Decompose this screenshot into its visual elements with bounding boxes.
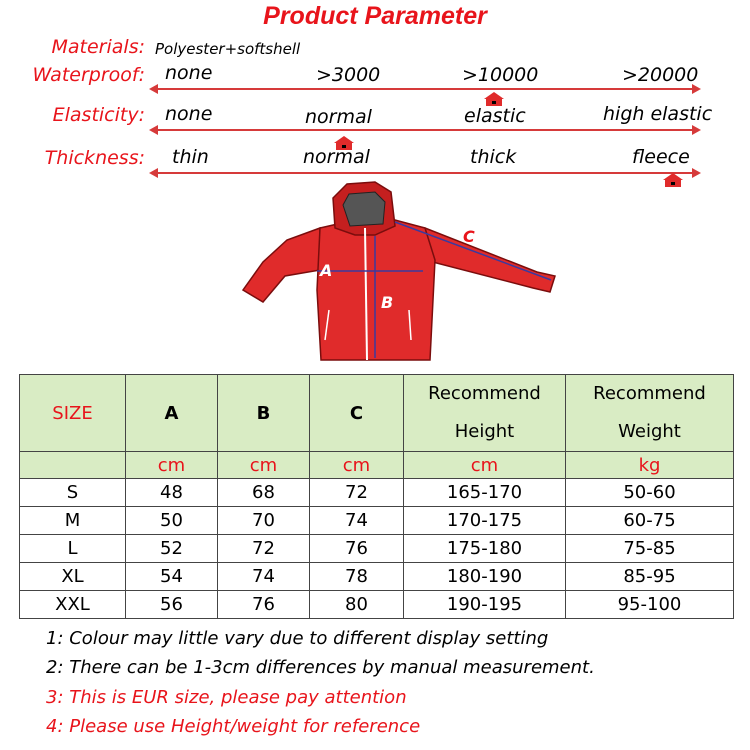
table-row xyxy=(20,507,734,535)
column-header-c: C xyxy=(310,375,404,452)
unit-cell: cm xyxy=(310,452,404,479)
note-4: 4: Please use Height/weight for reference xyxy=(46,716,421,737)
column-header-line: Recommend xyxy=(428,383,541,404)
column-header-line: Weight xyxy=(618,421,681,442)
size-table xyxy=(19,374,734,619)
table-cell: 70 xyxy=(218,507,310,535)
table-cell: 78 xyxy=(310,563,404,591)
note-1: 1: Colour may little vary due to different display setting xyxy=(46,628,549,649)
thickness-label: Thickness: xyxy=(44,147,145,169)
size-column-header: SIZE xyxy=(20,375,126,452)
elasticity-label: Elasticity: xyxy=(52,104,145,126)
thickness-level-3: fleece xyxy=(632,146,690,168)
thickness-selected-marker-icon xyxy=(662,172,684,188)
table-cell: 50 xyxy=(126,507,218,535)
jacket-measurement-diagram xyxy=(225,180,565,365)
size-cell: M xyxy=(20,507,126,535)
diagram-label-c: C xyxy=(463,227,475,246)
table-cell: 75-85 xyxy=(566,535,734,563)
unit-cell: cm xyxy=(404,452,566,479)
table-cell: 80 xyxy=(310,591,404,619)
elasticity-level-3: high elastic xyxy=(603,103,713,125)
waterproof-label: Waterproof: xyxy=(32,64,145,86)
table-cell: 76 xyxy=(310,535,404,563)
table-cell: 72 xyxy=(310,479,404,507)
thickness-level-2: thick xyxy=(470,146,517,168)
column-header-line: Recommend xyxy=(593,383,706,404)
table-cell: 60-75 xyxy=(566,507,734,535)
elasticity-level-2: elastic xyxy=(464,105,526,127)
size-cell: S xyxy=(20,479,126,507)
elasticity-scale-line xyxy=(155,129,695,131)
unit-cell: kg xyxy=(566,452,734,479)
diagram-label-b: B xyxy=(381,293,394,312)
table-cell: 50-60 xyxy=(566,479,734,507)
table-cell: 170-175 xyxy=(404,507,566,535)
table-cell: 175-180 xyxy=(404,535,566,563)
table-cell: 68 xyxy=(218,479,310,507)
table-cell: 85-95 xyxy=(566,563,734,591)
elasticity-level-1: normal xyxy=(305,106,372,128)
elasticity-level-0: none xyxy=(165,103,213,125)
waterproof-level-2: >10000 xyxy=(462,64,539,86)
column-header-b: B xyxy=(218,375,310,452)
column-header-line: Height xyxy=(454,421,515,442)
table-row xyxy=(20,535,734,563)
table-cell: 74 xyxy=(218,563,310,591)
column-header-recommend-height xyxy=(404,375,566,452)
table-row xyxy=(20,479,734,507)
note-3: 3: This is EUR size, please pay attention xyxy=(46,687,407,708)
thickness-level-0: thin xyxy=(172,146,209,168)
table-row xyxy=(20,591,734,619)
table-cell: 190-195 xyxy=(404,591,566,619)
thickness-level-1: normal xyxy=(303,146,370,168)
table-row xyxy=(20,563,734,591)
size-cell: XXL xyxy=(20,591,126,619)
materials-value: Polyester+softshell xyxy=(155,40,301,58)
size-cell: L xyxy=(20,535,126,563)
table-cell: 48 xyxy=(126,479,218,507)
waterproof-level-0: none xyxy=(165,62,213,84)
table-cell: 76 xyxy=(218,591,310,619)
note-2: 2: There can be 1-3cm differences by manual measurement. xyxy=(46,657,595,678)
materials-label: Materials: xyxy=(51,36,145,58)
thickness-scale-line xyxy=(155,172,695,174)
column-header-recommend-weight xyxy=(566,375,734,452)
unit-cell-empty xyxy=(20,452,126,479)
page-title: Product Parameter xyxy=(263,2,487,30)
table-cell: 56 xyxy=(126,591,218,619)
column-header-a: A xyxy=(126,375,218,452)
table-cell: 52 xyxy=(126,535,218,563)
table-cell: 74 xyxy=(310,507,404,535)
unit-cell: cm xyxy=(218,452,310,479)
waterproof-level-1: >3000 xyxy=(316,64,381,86)
table-cell: 180-190 xyxy=(404,563,566,591)
table-cell: 54 xyxy=(126,563,218,591)
size-cell: XL xyxy=(20,563,126,591)
waterproof-scale-line xyxy=(155,88,695,90)
waterproof-level-3: >20000 xyxy=(622,64,699,86)
table-cell: 72 xyxy=(218,535,310,563)
table-cell: 95-100 xyxy=(566,591,734,619)
unit-cell: cm xyxy=(126,452,218,479)
diagram-label-a: A xyxy=(320,261,333,280)
table-cell: 165-170 xyxy=(404,479,566,507)
